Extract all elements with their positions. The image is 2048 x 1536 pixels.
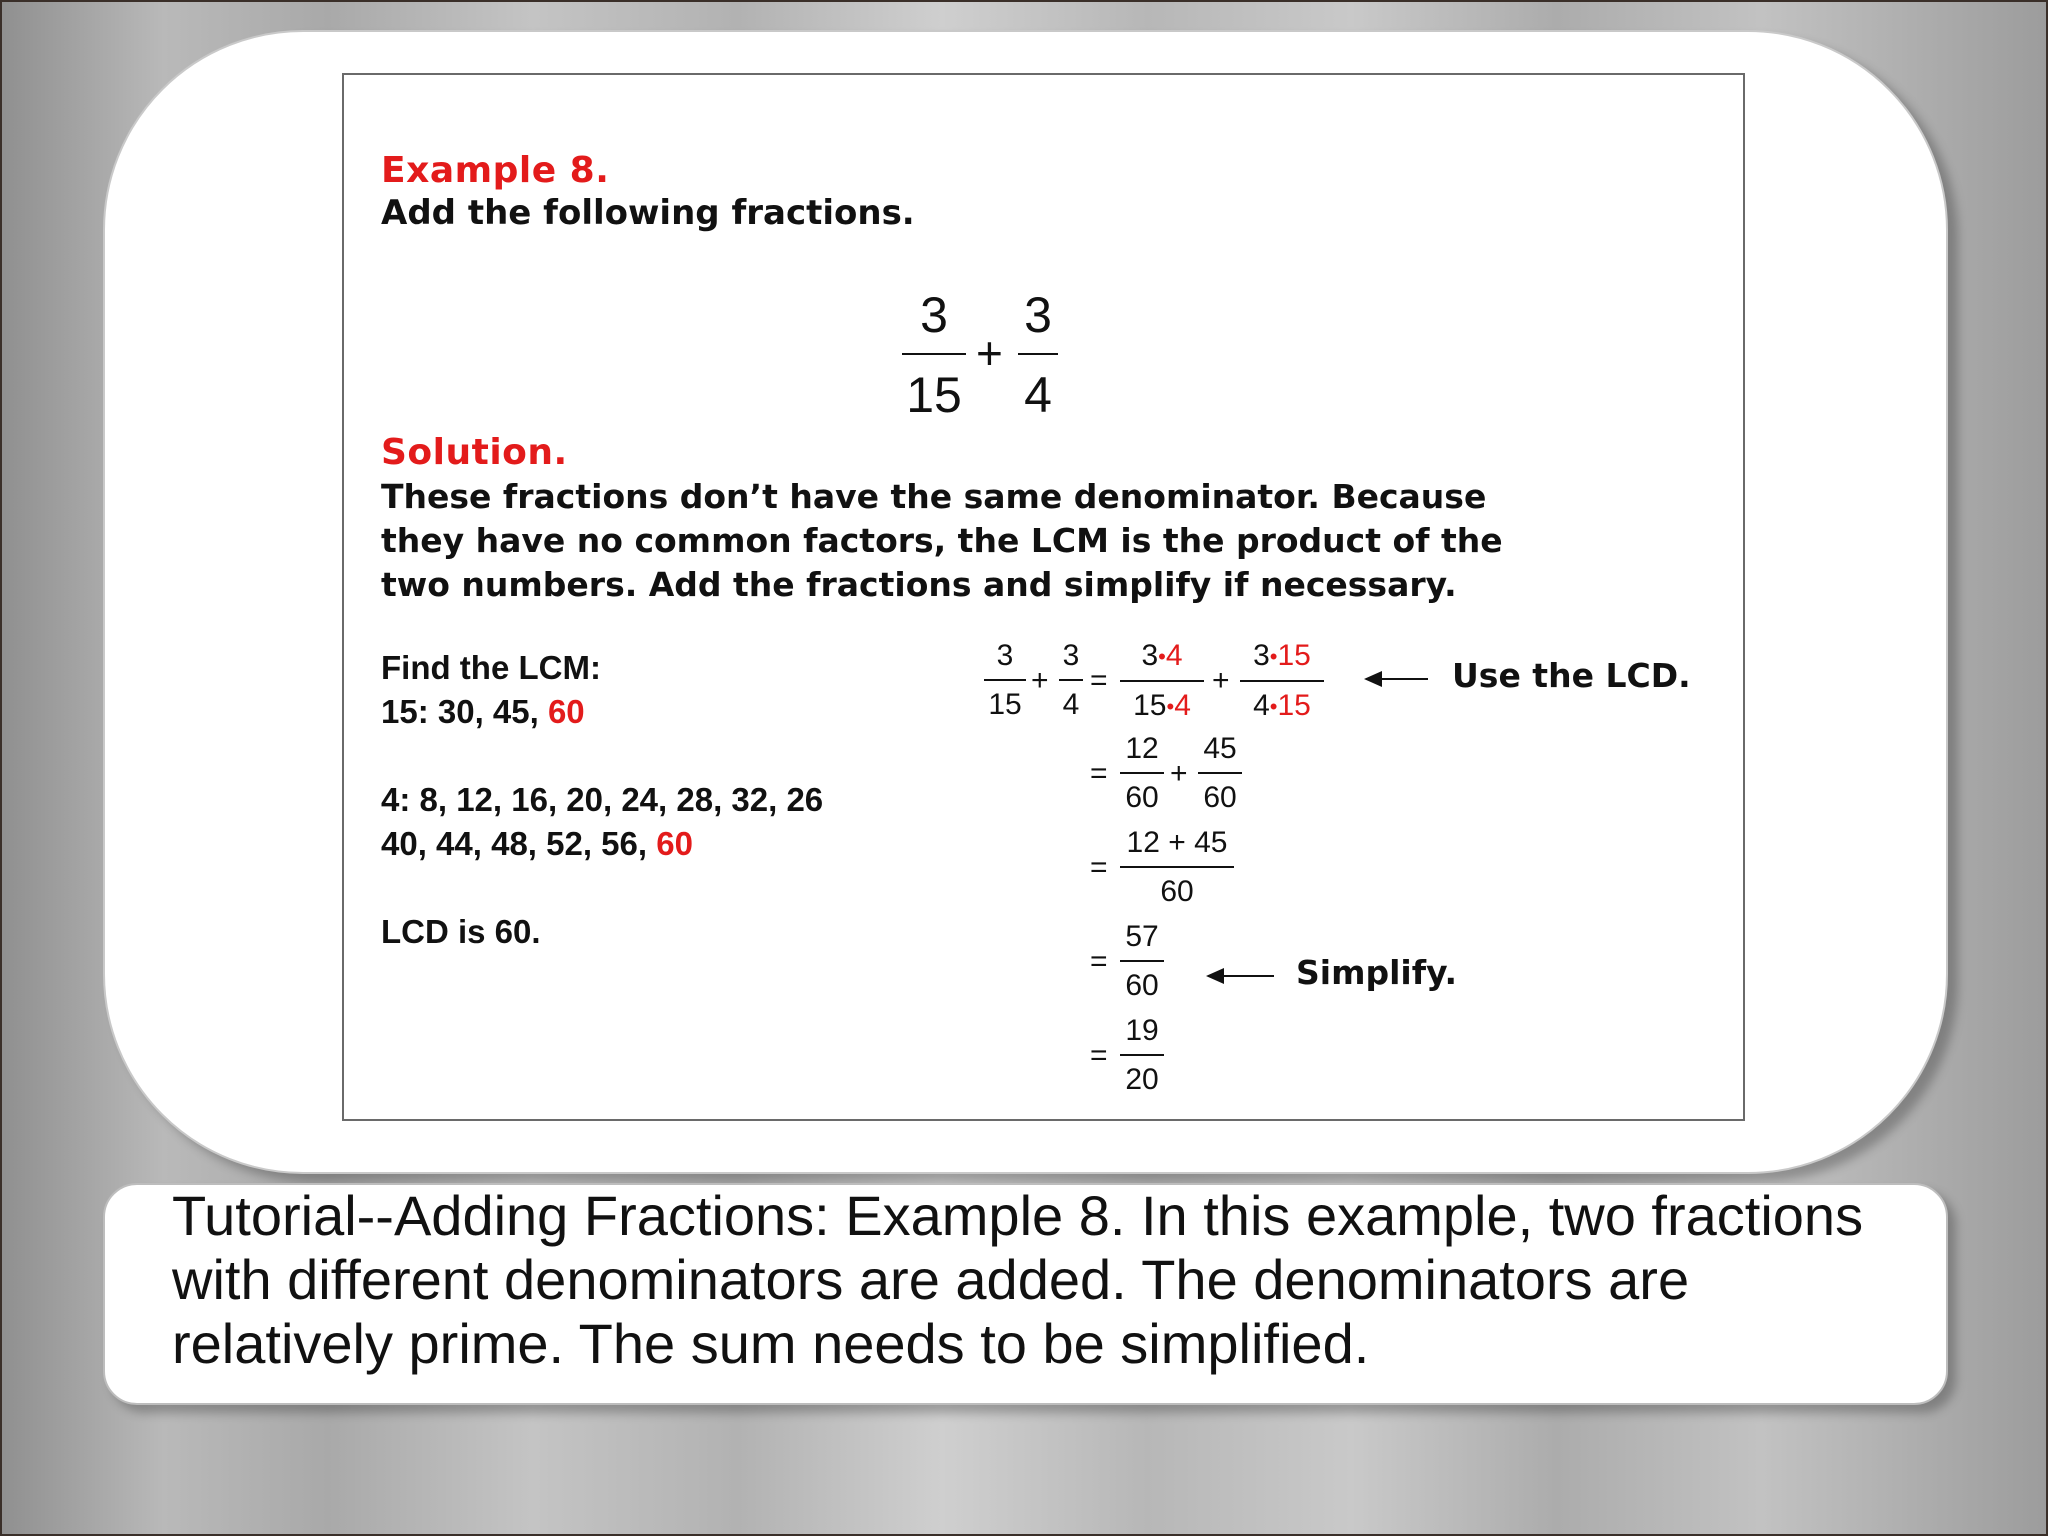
work-fraction	[1059, 639, 1083, 722]
fraction-bar	[1120, 772, 1164, 774]
multiples-of-15	[381, 690, 585, 734]
lcm-highlight: 60	[656, 825, 693, 862]
fraction-bar	[1120, 960, 1164, 962]
note-use-lcd: Use the LCD.	[1452, 656, 1691, 695]
numerator	[1253, 639, 1311, 674]
lcm-title: Find the LCM:	[381, 649, 601, 686]
numerator: 3	[1062, 639, 1080, 672]
denominator: 15	[988, 688, 1022, 721]
plus-sign: +	[976, 327, 1003, 379]
equals-sign: =	[1090, 757, 1108, 790]
multiplier: 4	[1174, 689, 1191, 723]
work-fraction	[1120, 920, 1164, 1003]
solution-line-2: they have no common factors, the LCM is the product of the	[381, 521, 1503, 560]
numerator: 19	[1125, 1014, 1159, 1047]
fraction-bar	[1018, 353, 1058, 355]
denominator: 60	[1125, 969, 1159, 1002]
lcd-statement: LCD is 60.	[381, 913, 541, 950]
denominator: 60	[1203, 781, 1237, 814]
value: 15	[1133, 689, 1167, 723]
denominator: 15	[906, 367, 962, 423]
equals-sign: =	[1090, 1039, 1108, 1072]
times-dot: •	[1158, 644, 1166, 670]
times-dot: •	[1166, 694, 1175, 720]
work-fraction	[984, 639, 1026, 722]
example-title: Example 8.	[381, 150, 610, 191]
work-fraction	[1198, 732, 1242, 815]
numerator: 3	[996, 639, 1014, 672]
fraction-bar	[1120, 680, 1204, 682]
multiples-text: 40, 44, 48, 52, 56,	[381, 825, 657, 862]
work-fraction-scaled	[1240, 639, 1324, 724]
solution-line-1: These fractions don’t have the same denominator. Because	[381, 477, 1487, 516]
denominator: 20	[1125, 1063, 1159, 1096]
caption-text: Tutorial--Adding Fractions: Example 8. In this example, two fractions with different denominators are added. The denominators are relatively prime. The sum needs to be simplified.	[172, 1184, 1864, 1375]
problem-fraction-1	[902, 287, 966, 423]
fraction-bar	[1198, 772, 1242, 774]
denominator: 60	[1160, 875, 1194, 908]
numerator	[1141, 639, 1182, 674]
solution-line-3: two numbers. Add the fractions and simplify if necessary.	[381, 565, 1457, 604]
work-fraction	[1120, 732, 1164, 815]
numerator: 57	[1125, 920, 1159, 953]
plus-sign: +	[1031, 664, 1049, 697]
denominator	[1133, 689, 1191, 724]
value: 4	[1253, 689, 1270, 723]
equals-sign: =	[1090, 851, 1108, 884]
multiplier: 15	[1277, 689, 1311, 723]
problem-fraction-2	[1018, 287, 1058, 423]
fraction-bar	[1120, 1054, 1164, 1056]
numerator: 12	[1125, 732, 1159, 765]
equals-sign: =	[1090, 664, 1108, 697]
denominator: 4	[1062, 688, 1080, 721]
left-arrow-icon	[1208, 975, 1274, 977]
denominator	[1253, 689, 1311, 724]
numerator: 12 + 45	[1126, 826, 1228, 859]
multiplier: 15	[1277, 639, 1311, 672]
multiples-text: 15: 30, 45,	[381, 693, 548, 730]
denominator: 60	[1125, 781, 1159, 814]
multiples-of-4-line-2	[381, 822, 693, 866]
times-dot: •	[1269, 644, 1278, 670]
fraction-bar	[984, 679, 1026, 681]
solution-title: Solution.	[381, 432, 568, 473]
fraction-bar	[902, 353, 966, 355]
plus-sign: +	[1212, 664, 1230, 697]
work-fraction-scaled	[1120, 639, 1204, 724]
example-instruction: Add the following fractions.	[381, 193, 915, 233]
multiplier: 4	[1165, 639, 1183, 672]
work-fraction	[1120, 826, 1234, 909]
times-dot: •	[1269, 694, 1278, 720]
fraction-bar	[1120, 866, 1234, 868]
fraction-bar	[1240, 680, 1324, 682]
fraction-bar	[1059, 679, 1083, 681]
numerator: 45	[1203, 732, 1237, 765]
value: 3	[1141, 639, 1159, 672]
equals-sign: =	[1090, 945, 1108, 978]
value: 3	[1253, 639, 1270, 672]
denominator: 4	[1024, 367, 1052, 423]
plus-sign: +	[1170, 757, 1188, 790]
lcm-highlight: 60	[547, 693, 585, 730]
numerator: 3	[920, 287, 948, 343]
numerator: 3	[1024, 287, 1052, 343]
note-simplify: Simplify.	[1296, 953, 1458, 992]
multiples-of-4-line-1: 4: 8, 12, 16, 20, 24, 28, 32, 26	[381, 781, 824, 818]
work-fraction	[1120, 1014, 1164, 1097]
left-arrow-icon	[1366, 678, 1428, 680]
